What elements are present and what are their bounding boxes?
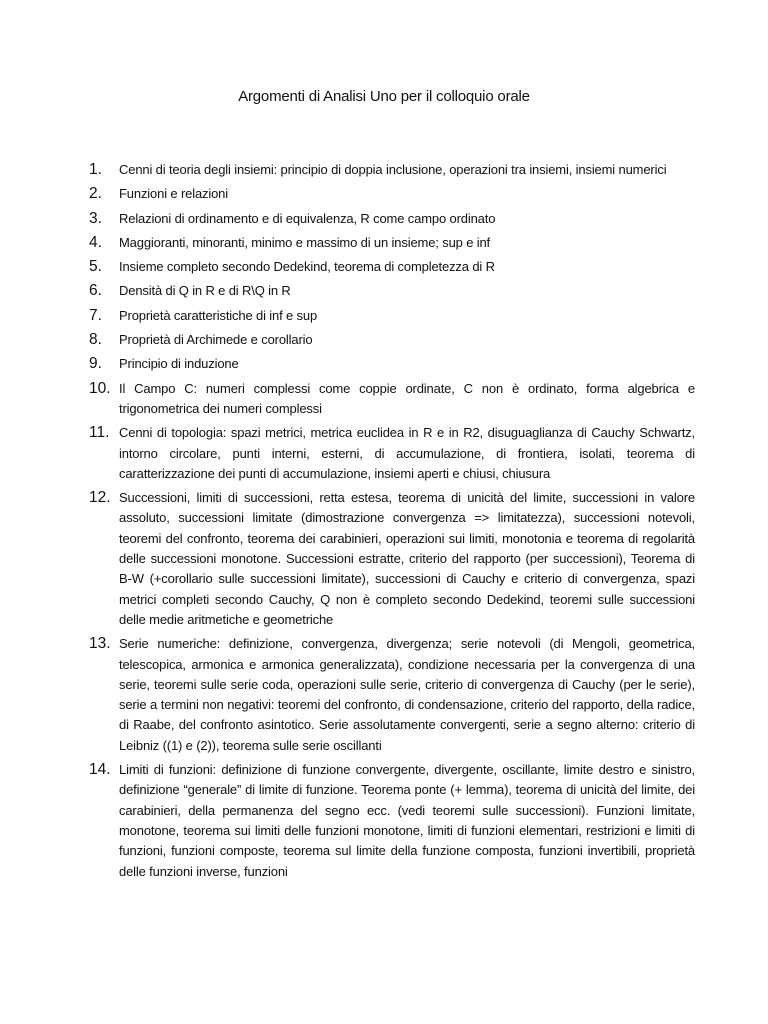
list-item xyxy=(89,209,695,229)
item-text: Cenni di topologia: spazi metrici, metrica euclidea in R e in R2, disuguaglianza di Cauchy Schwartz, intorno circolare, punti interni, esterni, di accumulazione, di frontiera, isolati, teorema di caratterizzazione dei punti di accumulazione, insiemi aperti e chiusi, chiusura xyxy=(119,425,695,481)
list-item xyxy=(89,488,695,630)
list-item xyxy=(89,423,695,484)
item-number: 11. xyxy=(89,424,110,442)
list-item xyxy=(89,354,695,374)
item-text: Insieme completo secondo Dedekind, teorema di completezza di R xyxy=(119,259,495,275)
list-item xyxy=(89,281,695,301)
list-item xyxy=(89,379,695,420)
list-item xyxy=(89,330,695,350)
item-number: 9. xyxy=(89,355,102,373)
list-item xyxy=(89,233,695,253)
list-item xyxy=(89,160,695,180)
item-number: 12. xyxy=(89,489,111,507)
item-number: 10. xyxy=(89,379,111,397)
topics-list xyxy=(89,160,695,886)
item-text: Il Campo C: numeri complessi come coppie ordinate, C non è ordinato, forma algebrica e trigonometrica dei numeri complessi xyxy=(119,380,695,416)
item-number: 13. xyxy=(89,635,111,653)
item-text: Densità di Q in R e di R\Q in R xyxy=(119,283,291,299)
list-item xyxy=(89,760,695,882)
list-item xyxy=(89,184,695,204)
item-number: 6. xyxy=(89,282,102,300)
item-number: 2. xyxy=(89,185,102,203)
item-number: 1. xyxy=(89,161,102,178)
list-item xyxy=(89,257,695,277)
item-text: Funzioni e relazioni xyxy=(119,186,229,202)
item-text: Successioni, limiti di successioni, retta estesa, teorema di unicità del limite, successioni in valore assoluto, successioni limitate (dimostrazione convergenza => limitatezza), successioni notevoli, teoremi del confronto, teorema dei carabinieri, operazioni sui limiti, monotonia e teorema di regolarità delle successioni monotone. Successioni estratte, criterio del rapporto (per successioni), Teorema di B-W (+corollario sulle successioni limitate), successioni di Cauchy e criterio di convergenza, spazi metrici completi secondo Cauchy, Q non è completo secondo Dedekind, teoremi sulle successioni delle medie aritmetiche e geometriche xyxy=(119,490,695,627)
item-text: Proprietà caratteristiche di inf e sup xyxy=(119,307,318,323)
item-text: Maggioranti, minoranti, minimo e massimo di un insieme; sup e inf xyxy=(119,234,491,250)
item-text: Limiti di funzioni: definizione di funzione convergente, divergente, oscillante, limite destro e sinistro, definizione “generale” di limite di funzione. Teorema ponte (+ lemma), teorema di unicità del limite, dei carabinieri, della permanenza del segno ecc. (vedi teoremi sulle successioni). Funzioni limitate, monotone, teorema sui limiti delle funzioni monotone, limiti di funzioni elementari, restrizioni e limiti di funzioni, funzioni composte, teorema sul limite della funzione composta, funzioni invertibili, proprietà delle funzioni inverse, funzioni xyxy=(119,762,695,879)
item-number: 7. xyxy=(89,306,102,324)
item-number: 4. xyxy=(89,233,102,251)
item-number: 5. xyxy=(89,258,102,276)
item-text: Cenni di teoria degli insiemi: principio di doppia inclusione, operazioni tra insiemi, insiemi numerici xyxy=(119,162,667,177)
list-item xyxy=(89,634,695,756)
item-text: Relazioni di ordinamento e di equivalenza, R come campo ordinato xyxy=(119,210,496,226)
item-number: 3. xyxy=(89,209,102,227)
list-item xyxy=(89,306,695,326)
page-title: Argomenti di Analisi Uno per il colloquio orale xyxy=(238,88,530,105)
item-number: 8. xyxy=(89,331,102,349)
item-number: 14. xyxy=(89,761,111,779)
item-text: Serie numeriche: definizione, convergenza, divergenza; serie notevoli (di Mengoli, geometrica, telescopica, armonica e armonica generalizzata), condizione necessaria per la convergenza di una serie, teoremi sulle serie coda, operazioni sulle serie, criterio di convergenza di Cauchy (per le serie), serie a termini non negativi: teoremi del confronto, di condensazione, criterio del rapporto, della radice, di Raabe, del confronto asintotico. Serie assolutamente convergenti, serie a segno alterno: criterio di Leibniz ((1) e (2)), teorema sulle serie oscillanti xyxy=(119,636,695,753)
item-text: Proprietà di Archimede e corollario xyxy=(119,332,313,348)
item-text: Principio di induzione xyxy=(119,356,239,372)
